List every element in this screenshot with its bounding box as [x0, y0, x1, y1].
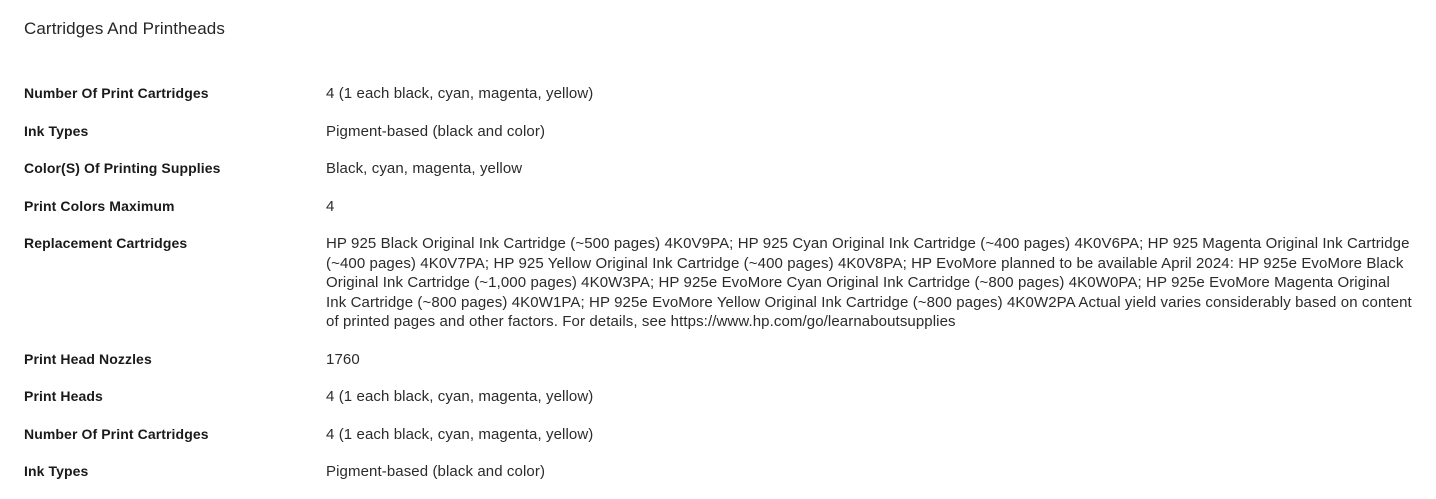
spec-value: Pigment-based (black and color) — [326, 122, 546, 140]
spec-label: Print Head Nozzles — [24, 350, 152, 367]
spec-label: Print Colors Maximum — [24, 197, 175, 214]
spec-value: Black, cyan, magenta, yellow — [326, 160, 523, 177]
spec-row — [24, 84, 1412, 104]
spec-row — [24, 387, 1412, 407]
spec-value: 4 (1 each black, cyan, magenta, yellow) — [326, 85, 594, 102]
spec-table — [24, 84, 1412, 482]
spec-value: 4 — [326, 197, 335, 215]
spec-value: HP 925 Black Original Ink Cartridge (~500 pages) 4K0V9PA; HP 925 Cyan Original Ink Cartridge (~400 pages) 4K0V6PA; HP 925 Magenta Original Ink Cartridge (~400 pages) 4K0V7PA; HP 925 Yellow Original Ink Cartridge (~400 pages) 4K0V8PA; HP EvoMore planned to be available April 2024: HP 925e EvoMore Black Original Ink Cartridge (~1,000 pages) 4K0W3PA; HP 925e EvoMore Cyan Original Ink Cartridge (~800 pages) 4K0W0PA; HP 925e EvoMore Magenta Original Ink Cartridge (~800 pages) 4K0W1PA; HP 925e EvoMore Yellow Original Ink Cartridge (~800 pages) 4K0W2PA Actual yield varies considerably based on content of printed pages and other factors. For details, see https://www.hp.com/go/learnaboutsupplies — [326, 235, 1412, 330]
spec-row — [24, 425, 1412, 445]
spec-row — [24, 159, 1412, 179]
section-title: Cartridges And Printheads — [24, 19, 225, 38]
spec-value: 4 (1 each black, cyan, magenta, yellow) — [326, 425, 594, 443]
spec-row — [24, 197, 1412, 217]
spec-value: Pigment-based (black and color) — [326, 463, 546, 480]
spec-label: Number Of Print Cartridges — [24, 85, 209, 101]
spec-row — [24, 122, 1412, 142]
spec-label: Ink Types — [24, 122, 89, 139]
spec-label: Print Heads — [24, 388, 103, 404]
spec-row — [24, 350, 1412, 370]
spec-label: Replacement Cartridges — [24, 235, 188, 251]
spec-label: Color(S) Of Printing Supplies — [24, 160, 221, 176]
spec-row — [24, 462, 1412, 482]
spec-label: Number Of Print Cartridges — [24, 425, 209, 442]
spec-value: 1760 — [326, 350, 360, 368]
spec-value: 4 (1 each black, cyan, magenta, yellow) — [326, 388, 594, 405]
spec-row — [24, 234, 1412, 332]
spec-label: Ink Types — [24, 463, 89, 479]
